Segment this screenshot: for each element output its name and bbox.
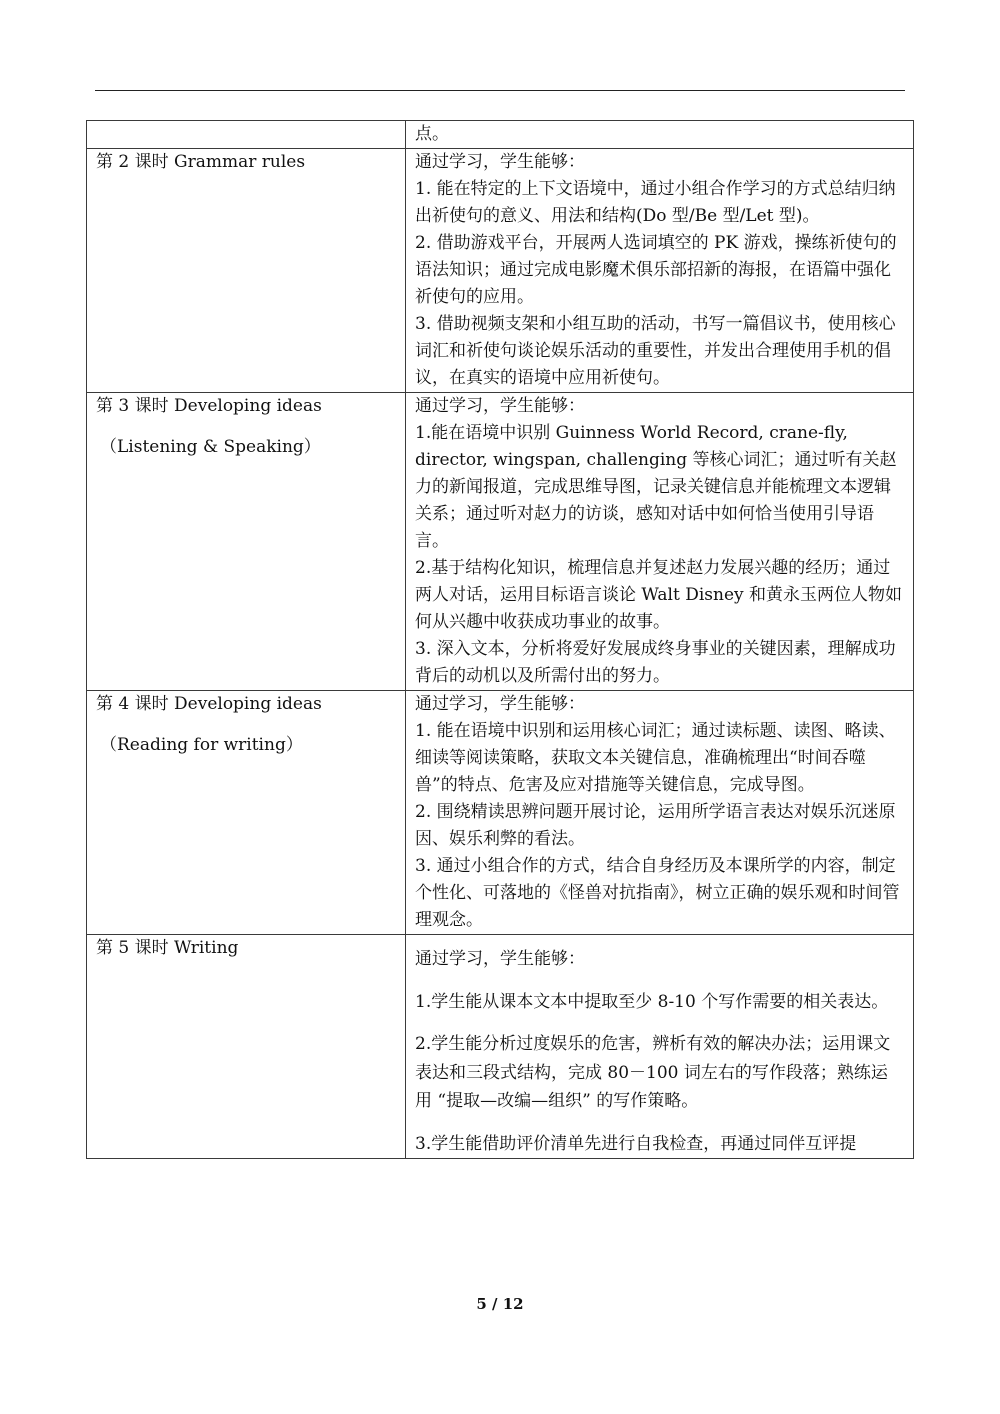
objectives-cell (406, 393, 914, 691)
objective-paragraph: 通过学习，学生能够： (415, 949, 585, 969)
objectives-cell (406, 691, 914, 935)
lesson-subtitle: （Listening & Speaking） (100, 437, 321, 457)
objective-paragraph: 点。 (415, 124, 449, 144)
objective-paragraph: 2.基于结构化知识，梳理信息并复述赵力发展兴趣的经历；通过两人对话，运用目标语言谈论 Walt Disney 和黄永玉两位人物如何从兴趣中收获成功事业的故事。 (415, 558, 903, 632)
objectives-cell (406, 935, 914, 1159)
lesson-cell (87, 691, 406, 935)
objective-paragraph: 通过学习，学生能够： (415, 694, 585, 714)
objective-paragraph: 1. 能在特定的上下文语境中，通过小组合作学习的方式总结归纳出祈使句的意义、用法和结构(Do 型/Be 型/Let 型)。 (415, 179, 896, 226)
table-row (87, 149, 914, 393)
lesson-cell-empty (87, 121, 406, 149)
objective-paragraph: 3.学生能借助评价清单先进行自我检查，再通过同伴互评提 (415, 1133, 857, 1154)
objective-paragraph: 通过学习，学生能够： (415, 396, 585, 416)
objective-paragraph: 2. 借助游戏平台，开展两人选词填空的 PK 游戏，操练祈使句的语法知识；通过完成电影魔术俱乐部招新的海报，在语篇中强化祈使句的应用。 (415, 233, 897, 307)
objective-paragraph: 1.学生能从课本文本中提取至少 8-10 个写作需要的相关表达。 (415, 991, 889, 1012)
lesson-title: 第 3 课时 Developing ideas (96, 396, 322, 416)
lesson-objectives-table (86, 120, 914, 1159)
table-row (87, 393, 914, 691)
objective-paragraph: 2.学生能分析过度娱乐的危害，辨析有效的解决办法；运用课文表达和三段式结构，完成 80－100 词左右的写作段落；熟练运用 “提取—改编—组织” 的写作策略。 (415, 1034, 891, 1111)
objective-paragraph: 1. 能在语境中识别和运用核心词汇；通过读标题、读图、略读、细读等阅读策略，获取文本关键信息，准确梳理出“时间吞噬兽”的特点、危害及应对措施等关键信息，完成导图。 (415, 721, 896, 795)
objective-paragraph: 1.能在语境中识别 Guinness World Record, crane-fly, director, wingspan, challenging 等核心词汇；通过听有关赵力的新闻报道，完成思维导图，记录关键信息并能梳理文本逻辑关系；通过听对赵力的访谈，感知对话中如何恰当使用引导语言。 (415, 423, 897, 551)
objective-paragraph: 3. 深入文本，分析将爱好发展成终身事业的关键因素，理解成功背后的动机以及所需付出的努力。 (415, 639, 896, 686)
table-row (87, 691, 914, 935)
objectives-cell (406, 121, 914, 149)
page-number: 5 / 12 (476, 1295, 524, 1313)
header-rule (95, 90, 905, 91)
objective-paragraph: 2. 围绕精读思辨问题开展讨论，运用所学语言表达对娱乐沉迷原因、娱乐利弊的看法。 (415, 802, 896, 849)
objective-paragraph: 3. 通过小组合作的方式，结合自身经历及本课所学的内容，制定个性化、可落地的《怪兽对抗指南》，树立正确的娱乐观和时间管理观念。 (415, 856, 900, 930)
objective-paragraph: 通过学习，学生能够： (415, 152, 585, 172)
lesson-cell (87, 393, 406, 691)
lesson-title: 第 4 课时 Developing ideas (96, 694, 322, 714)
lesson-title: 第 2 课时 Grammar rules (96, 152, 306, 172)
lesson-cell (87, 935, 406, 1159)
objective-paragraph: 3. 借助视频支架和小组互助的活动，书写一篇倡议书，使用核心词汇和祈使句谈论娱乐活动的重要性，并发出合理使用手机的倡议，在真实的语境中应用祈使句。 (415, 314, 896, 388)
lesson-subtitle: （Reading for writing） (100, 735, 303, 755)
objectives-cell (406, 149, 914, 393)
lesson-title: 第 5 课时 Writing (96, 938, 239, 958)
lesson-cell (87, 149, 406, 393)
table-row (87, 935, 914, 1159)
table-row-continued (87, 121, 914, 149)
